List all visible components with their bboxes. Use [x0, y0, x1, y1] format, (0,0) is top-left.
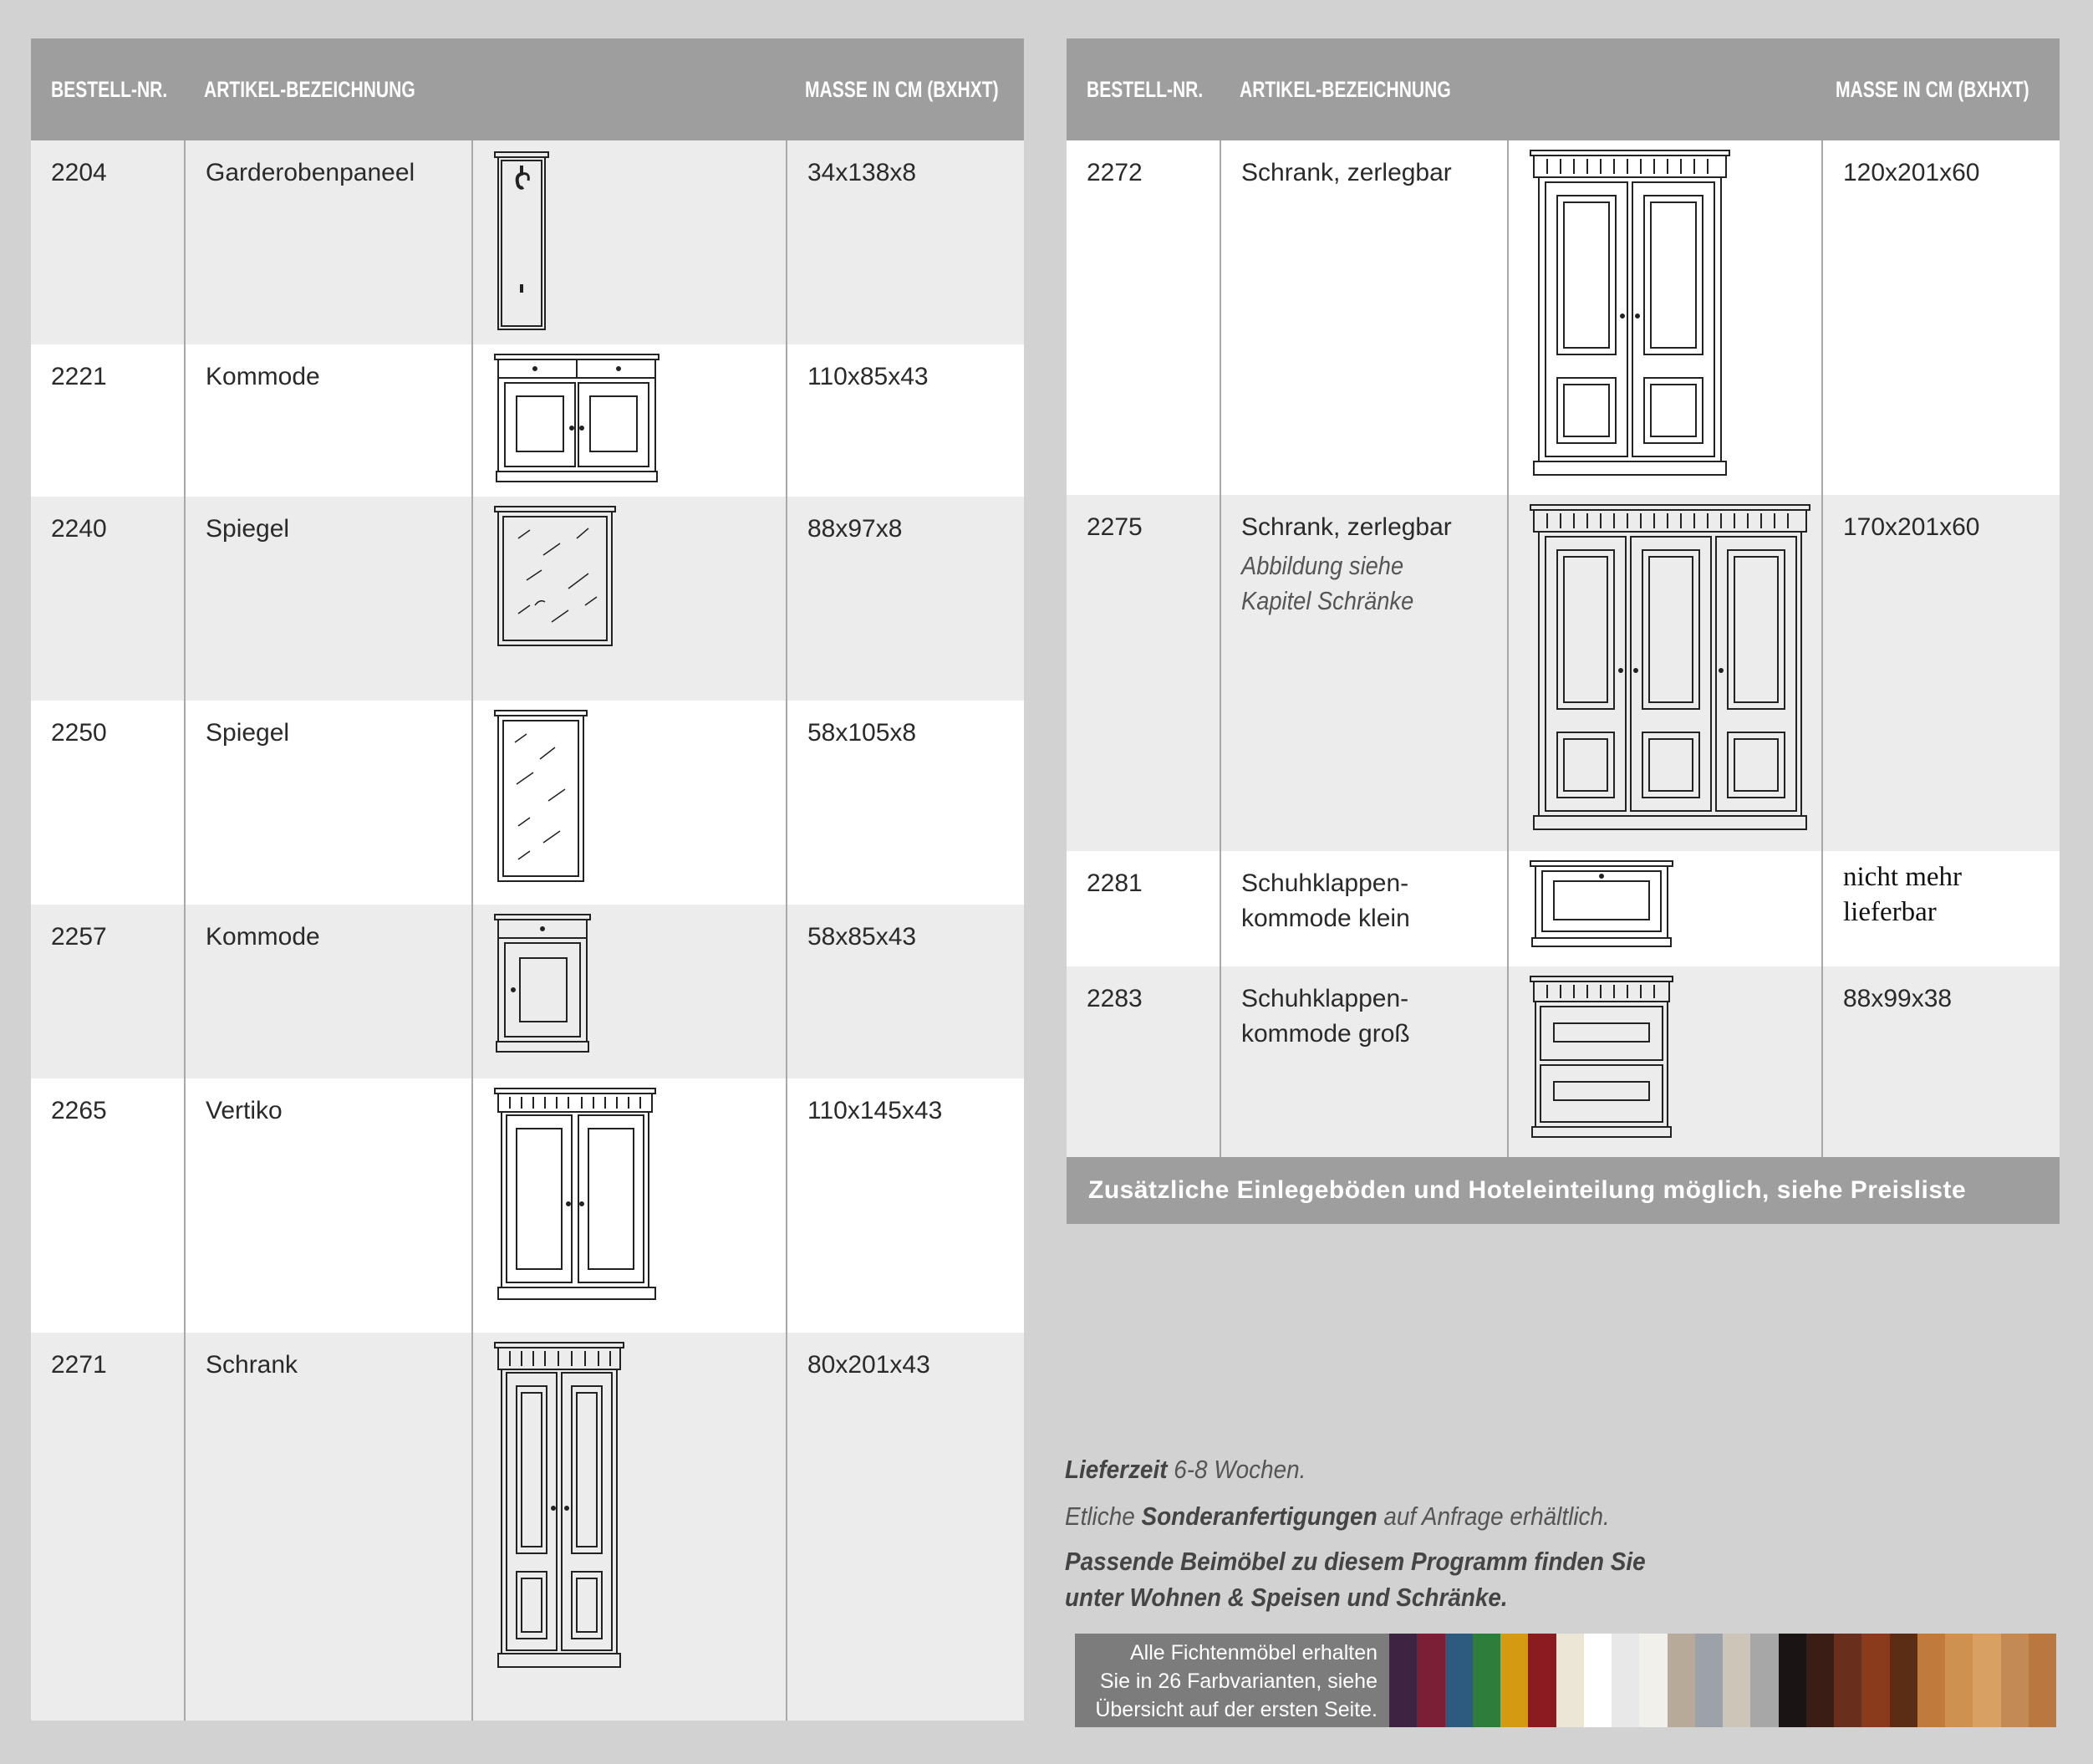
table-row [1067, 851, 2060, 966]
article-name: Kommode [206, 363, 320, 390]
custom-orders [1065, 1498, 1610, 1534]
matching-furniture-line2: unter Wohnen & Speisen und Schränke. [1065, 1583, 1508, 1612]
tall-mirror-icon [493, 709, 590, 885]
article-name: Schrank, zerlegbar [1241, 159, 1452, 186]
two-door-wardrobe-icon [1529, 149, 1733, 482]
article-name-line2: kommode klein [1241, 905, 1410, 932]
coat-panel-icon [493, 150, 552, 334]
color-swatch [1890, 1634, 1917, 1727]
order-number: 2221 [51, 363, 107, 390]
right-table-header [1067, 38, 2060, 140]
matching-furniture-note [1065, 1543, 1646, 1615]
delivery-time [1065, 1451, 1306, 1487]
delivery-time-label: Lieferzeit [1065, 1455, 1168, 1484]
order-number: 2250 [51, 719, 107, 747]
color-swatch-strip [1389, 1634, 2056, 1727]
header-masse: MASSE IN CM (BXHXT) [805, 77, 999, 102]
order-number: 2271 [51, 1351, 107, 1379]
color-note-line3: Übersicht auf der ersten Seite. [1095, 1698, 1378, 1721]
matching-furniture-line1: Passende Beimöbel zu diesem Programm finden Sie [1065, 1547, 1646, 1576]
order-number: 2272 [1087, 159, 1143, 186]
dimensions: 110x85x43 [807, 363, 929, 390]
color-swatch [1584, 1634, 1612, 1727]
dimensions: 80x201x43 [807, 1351, 930, 1379]
large-shoe-cabinet-icon [1529, 975, 1676, 1142]
table-row [31, 344, 1024, 497]
color-swatch [1528, 1634, 1556, 1727]
order-number: 2265 [51, 1097, 107, 1124]
custom-orders-rest: auf Anfrage erhältlich. [1377, 1501, 1610, 1531]
two-door-dresser-icon [493, 353, 662, 487]
color-swatch [1806, 1634, 1834, 1727]
color-swatch [1945, 1634, 1973, 1727]
article-name: Schrank, zerlegbar [1241, 513, 1452, 541]
right-product-table [1067, 38, 2060, 1157]
table-row [1067, 495, 2060, 851]
article-name: Kommode [206, 923, 320, 951]
small-shoe-cabinet-icon [1529, 859, 1676, 951]
one-door-dresser-icon [493, 913, 593, 1055]
article-name: Vertiko [206, 1097, 283, 1124]
order-number: 2281 [1087, 869, 1143, 897]
order-number: 2204 [51, 159, 107, 186]
left-product-table [31, 38, 1024, 1721]
vertiko-cabinet-icon [493, 1087, 660, 1306]
article-name: Spiegel [206, 719, 290, 747]
header-artikel-bezeichnung: ARTIKEL-BEZEICHNUNG [204, 77, 415, 102]
color-swatch [1723, 1634, 1750, 1727]
shelves-notice-band [1067, 1157, 2060, 1224]
order-number: 2283 [1087, 985, 1143, 1012]
availability-line1: nicht mehr [1843, 862, 1963, 892]
color-swatch [1473, 1634, 1500, 1727]
dimensions: 88x99x38 [1843, 985, 1953, 1012]
dimensions: 120x201x60 [1843, 159, 1980, 186]
table-row [31, 905, 1024, 1078]
dimensions: 34x138x8 [807, 159, 917, 186]
color-variants-note [1075, 1634, 1389, 1727]
order-number: 2257 [51, 923, 107, 951]
dimensions: 58x85x43 [807, 923, 917, 951]
color-swatch [1556, 1634, 1584, 1727]
table-row [31, 1078, 1024, 1333]
table-row [31, 497, 1024, 701]
color-swatch [1695, 1634, 1723, 1727]
table-row [31, 1333, 1024, 1721]
article-name-line1: Schuhklappen- [1241, 869, 1409, 897]
color-swatch [1750, 1634, 1778, 1727]
color-swatch [1917, 1634, 1945, 1727]
table-row [1067, 140, 2060, 495]
dimensions: 110x145x43 [807, 1097, 943, 1124]
table-row [31, 140, 1024, 344]
color-swatch [1668, 1634, 1695, 1727]
header-bestell-nr: BESTELL-NR. [51, 77, 168, 102]
color-swatch [1861, 1634, 1889, 1727]
table-row [1067, 966, 2060, 1157]
article-name: Schrank [206, 1351, 298, 1379]
dimensions: 88x97x8 [807, 515, 903, 543]
color-swatch [1500, 1634, 1528, 1727]
header-artikel-bezeichnung: ARTIKEL-BEZEICHNUNG [1240, 77, 1451, 102]
article-note-line2: Kapitel Schränke [1241, 586, 1414, 615]
dimensions: 170x201x60 [1843, 513, 1980, 541]
article-name-line1: Schuhklappen- [1241, 985, 1409, 1012]
color-swatch [1973, 1634, 2000, 1727]
color-swatch [1389, 1634, 1417, 1727]
custom-orders-prefix: Etliche [1065, 1501, 1142, 1531]
header-bestell-nr: BESTELL-NR. [1087, 77, 1204, 102]
color-note-line2: Sie in 26 Farbvarianten, siehe [1099, 1670, 1378, 1693]
color-swatch [1834, 1634, 1861, 1727]
color-swatch [1445, 1634, 1473, 1727]
availability-line2: lieferbar [1843, 897, 1937, 927]
order-number: 2275 [1087, 513, 1143, 541]
dimensions: 58x105x8 [807, 719, 917, 747]
wide-mirror-icon [493, 505, 619, 649]
order-number: 2240 [51, 515, 107, 543]
color-swatch [1639, 1634, 1667, 1727]
article-note-line1: Abbildung siehe [1241, 551, 1404, 580]
article-name: Garderobenpaneel [206, 159, 415, 186]
article-name-line2: kommode groß [1241, 1020, 1410, 1048]
color-swatch [2001, 1634, 2029, 1727]
color-swatch [2029, 1634, 2056, 1727]
narrow-wardrobe-icon [493, 1341, 627, 1675]
left-table-header [31, 38, 1024, 140]
delivery-time-value: 6-8 Wochen. [1167, 1455, 1306, 1484]
color-note-line1: Alle Fichtenmöbel erhalten [1130, 1641, 1378, 1665]
color-swatch [1612, 1634, 1639, 1727]
color-swatch [1417, 1634, 1444, 1727]
header-masse: MASSE IN CM (BXHXT) [1836, 77, 2029, 102]
table-row [31, 701, 1024, 905]
color-swatch [1779, 1634, 1806, 1727]
custom-orders-label: Sonderanfertigungen [1141, 1501, 1378, 1531]
shelves-notice-text: Zusätzliche Einlegeböden und Hoteleinteilung möglich, siehe Preisliste [1088, 1176, 1967, 1204]
three-door-wardrobe-icon [1529, 503, 1813, 838]
article-name: Spiegel [206, 515, 290, 543]
